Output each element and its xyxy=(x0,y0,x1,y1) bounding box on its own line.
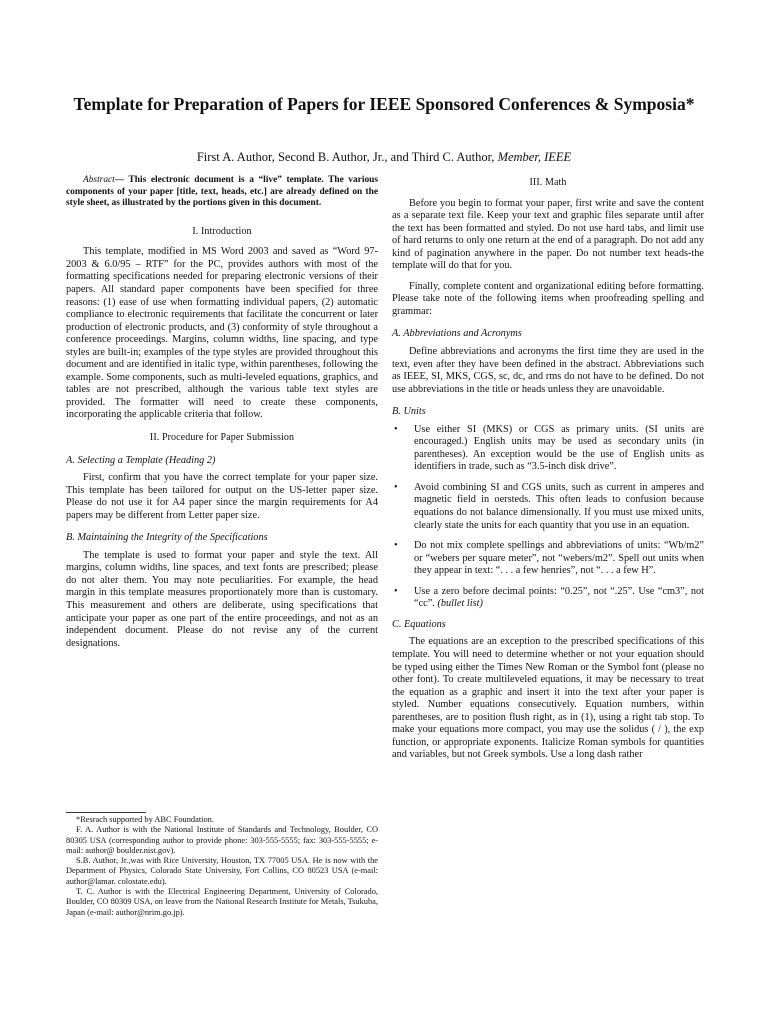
units-list xyxy=(392,424,704,611)
list-item: • Use either SI (MKS) or CGS as primary units. (SI units are encouraged.) English units may be used as secondary units (in parentheses). An exception would be the use of English units as identifiers in trade, such as “3.5-inch disk drive”. xyxy=(394,423,704,473)
intro-paragraph: This template, modified in MS Word 2003 and saved as “Word 97-2003 & 6.0/95 – RTF” for the PC, provides authors with most of the formatting specifications needed for preparing electronic versions of their papers. All standard paper components have been specified for three reasons: (1) ease of use when formatting individual papers, (2) automatic compliance to electronic requirements that facilitate the concurrent or later production of electronic products, and (3) conformity of style throughout a conference proceedings. Margins, column widths, line spacing, and type styles are built-in; examples of the type styles are provided throughout this document and are identified in italic type, within parentheses, following the example. Some components, such as multi-leveled equations, graphics, and tables are not prescribed, although the various table text styles are provided. The formatter will need to create these components, incorporating the applicable criteria that follow. xyxy=(66,246,378,421)
list-item: • Use a zero before decimal points: “0.25”, not “.25”. Use “cm3”, not “cc”. (bullet list) xyxy=(394,585,704,610)
left-column xyxy=(66,175,378,650)
author-membership: Member, IEEE xyxy=(497,150,572,164)
bullet-icon: • xyxy=(394,423,398,435)
section-heading-procedure: II. Procedure for Paper Submission xyxy=(149,431,295,443)
footnote-author-1: F. A. Author is with the National Institute of Standards and Technology, Boulder, CO 80305 USA (corresponding author to provide phone: 303-555-5555; fax: 303-555-5555; e-mail: author@ boulder.nist.gov). xyxy=(66,825,378,855)
footnote-support: *Resrach supported by ABC Foundation. xyxy=(76,815,214,824)
math-paragraph-2: Finally, complete content and organizational editing before formatting. Please take note of the following items when proofreading spelling and grammar: xyxy=(392,280,704,317)
subheading-units: B. Units xyxy=(392,406,426,418)
author-line xyxy=(60,150,708,165)
paper-title: Template for Preparation of Papers for IEEE Sponsored Conferences & Symposia* xyxy=(73,94,695,114)
integrity-paragraph: The template is used to format your paper and style the text. All margins, column widths, line spaces, and text fonts are prescribed; please do not alter them. You may note peculiarities. For example, the head margin in this template measures proportionately more than is customary. This measurement and others are deliberate, using specifications that anticipate your paper as one part of the entire proceedings, and not as an independent document. Please do not revise any of the current designations. xyxy=(66,549,378,649)
subheading-integrity: B. Maintaining the Integrity of the Specifications xyxy=(66,532,268,544)
bullet-icon: • xyxy=(394,481,398,493)
abstract xyxy=(66,175,378,210)
abstract-text: — This electronic document is a “live” template. The various components of your paper [title, text, heads, etc.] are already defined on the style sheet, as illustrated by the portions given in this document. xyxy=(66,175,378,209)
list-item: • Do not mix complete spellings and abbreviations of units: “Wb/m2” or “webers per square meter”, not “webers/m2”. Spell out units when they appear in text: “. . . a few henries”, not “. . . a few H”. xyxy=(394,540,704,577)
section-heading-math: III. Math xyxy=(529,177,567,188)
subheading-equations: C. Equations xyxy=(392,618,446,630)
footnote-author-3: T. C. Author is with the Electrical Engineering Department, University of Colorado, Boulder, CO 80309 USA, on leave from the National Research Institute for Metals, Tsukuba, Japan (e-mail: author@nrim.go.jp). xyxy=(66,887,378,917)
section-heading-introduction: I. Introduction xyxy=(192,225,252,237)
selecting-template-paragraph: First, confirm that you have the correct template for your paper size. This template has been tailored for output on the US-letter paper size. Please do not use it for A4 paper since the margin requirements for A4 papers may be different from Letter paper size. xyxy=(66,472,378,521)
subheading-selecting-template: A. Selecting a Template (Heading 2) xyxy=(66,454,216,466)
list-item: • Avoid combining SI and CGS units, such as current in amperes and magnetic field in oersteds. This often leads to confusion because equations do not balance dimensionally. If you must use mixed units, clearly state the units for each quantity that you use in an equation. xyxy=(394,481,704,531)
footnote-rule xyxy=(66,812,146,813)
footnotes xyxy=(66,815,378,918)
subheading-abbreviations: A. Abbreviations and Acronyms xyxy=(392,328,522,340)
footnote-author-2: S.B. Author, Jr.,was with Rice University, Houston, TX 77005 USA. He is now with the Department of Physics, Colorado State University, Fort Collins, CO 80523 USA (e-mail: author@lamar. colostate.edu). xyxy=(66,856,378,886)
abbreviations-paragraph: Define abbreviations and acronyms the first time they are used in the text, even after they have been defined in the abstract. Abbreviations such as IEEE, SI, MKS, CGS, sc, dc, and rms do not have to be defined. Do not use abbreviations in the title or heads unless they are unavoidable. xyxy=(392,346,704,395)
author-names: First A. Author, Second B. Author, Jr., and Third C. Author, xyxy=(196,150,498,164)
bullet-icon: • xyxy=(394,540,398,552)
abstract-label: Abstract xyxy=(83,175,115,185)
right-column xyxy=(392,175,704,762)
bullet-icon: • xyxy=(394,585,398,597)
math-paragraph-1: Before you begin to format your paper, first write and save the content as a separate text file. Keep your text and graphic files separate until after the text has been formatted and styled. Do not use hard tabs, and limit use of hard returns to only one return at the end of a paragraph. Do not add any kind of pagination anywhere in the paper. Do not number text heads-the template will do that for you. xyxy=(392,197,704,272)
equations-paragraph: The equations are an exception to the prescribed specifications of this template. You will need to determine whether or not your equation should be typed using either the Times New Roman or the Symbol font (please no other font). To create multileveled equations, it may be necessary to treat the equation as a graphic and insert it into the text after your paper is styled. Number equations consecutively. Equation numbers, within parentheses, are to position flush right, as in (1), using a right tab stop. To make your equations more compact, you may use the solidus ( / ), the exp function, or appropriate exponents. Italicize Roman symbols for quantities and variables, but not Greek symbols. Use a long dash rather xyxy=(392,636,704,761)
